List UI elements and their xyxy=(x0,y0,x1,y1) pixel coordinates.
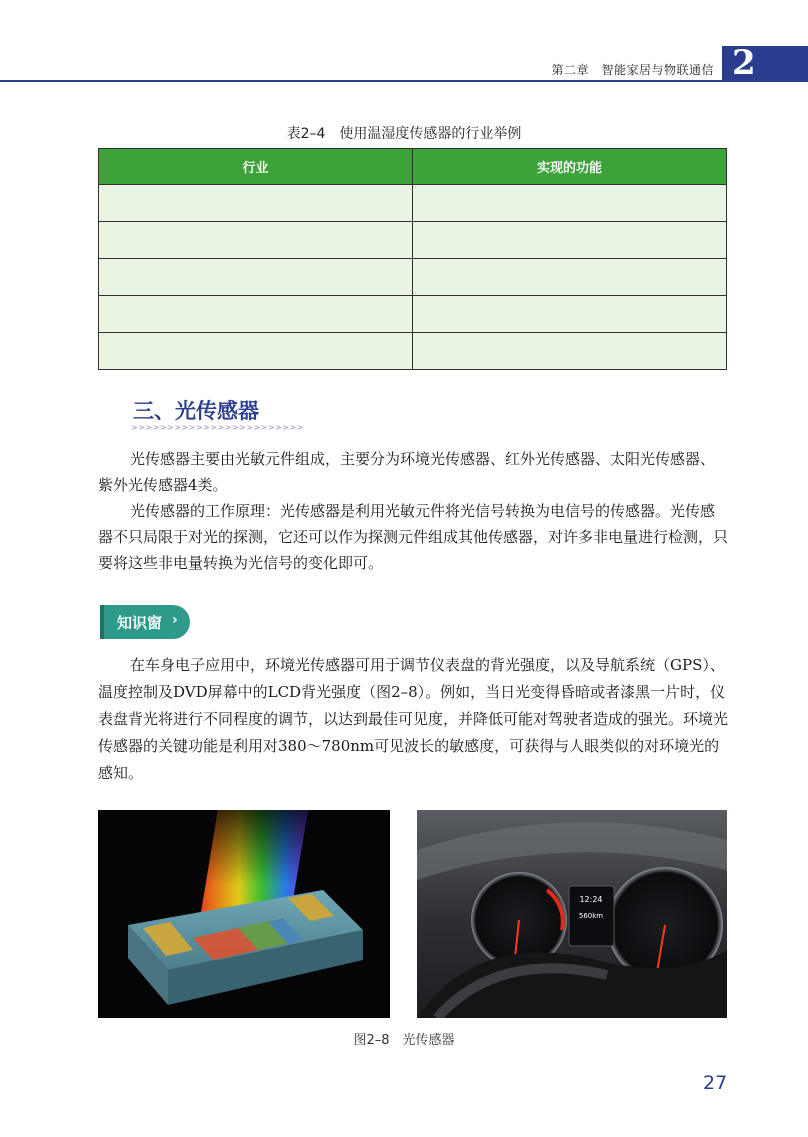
dashboard-distance: 560km xyxy=(578,912,604,920)
car-dashboard-image xyxy=(417,810,727,1018)
table-row xyxy=(99,259,727,296)
table-row xyxy=(99,222,727,259)
table-caption: 表2–4 使用温湿度传感器的行业举例 xyxy=(286,126,522,142)
section-divider-arrows: >>>>>>>>>>>>>>>>>>>>>>>> xyxy=(131,423,304,432)
table-header-industry: 行业 xyxy=(99,149,413,185)
table-header-function: 实现的功能 xyxy=(413,149,727,185)
knowledge-badge-bar xyxy=(100,605,104,639)
dashboard-illustration xyxy=(417,810,727,1018)
knowledge-label: 知识窗 xyxy=(117,614,163,632)
header-rule xyxy=(0,80,722,82)
table-cell xyxy=(413,185,727,222)
chapter-badge xyxy=(722,43,808,83)
table-cell xyxy=(99,296,413,333)
light-sensor-chip-image xyxy=(98,810,390,1018)
page-header xyxy=(0,0,808,82)
knowledge-text: 在车身电子应用中，环境光传感器可用于调节仪表盘的背光强度，以及导航系统（GPS）、温度控制及DVD屏幕中的LCD背光强度（图2–8）。例如，当日光变得昏暗或者漆黑一片时，仪表盘背光将进行不同程度的调节，以达到最佳可见度，并降低可能对驾驶者造成的强光。环境光传感器的关键功能是利用对380～780nm可见波长的敏感度，可获得与人眼类似的对环境光的感知。 xyxy=(98,656,729,782)
table-cell xyxy=(413,259,727,296)
table-cell xyxy=(99,222,413,259)
section-title: 三、光传感器 xyxy=(133,399,259,423)
table-cell xyxy=(99,259,413,296)
light-sensor-illustration xyxy=(98,810,390,1018)
figure-caption: 图2–8 光传感器 xyxy=(353,1033,455,1048)
chevron-right-icon: › xyxy=(172,612,178,628)
table-cell xyxy=(413,333,727,370)
paragraph-principle: 光传感器的工作原理：光传感器是利用光敏元件将光信号转换为电信号的传感器。光传感器不只局限于对光的探测，它还可以作为探测元件组成其他传感器，对许多非电量进行检测，只要将这些非电量转换为光信号的变化即可。 xyxy=(98,502,729,572)
chapter-number: 2 xyxy=(732,43,756,83)
industry-table xyxy=(98,148,727,370)
table-cell xyxy=(413,222,727,259)
table-row xyxy=(99,185,727,222)
table-cell xyxy=(99,333,413,370)
table-row xyxy=(99,333,727,370)
dashboard-clock: 12:24 xyxy=(579,895,603,904)
table-cell xyxy=(413,296,727,333)
table-header-row xyxy=(99,149,727,185)
chapter-title: 第二章 智能家居与物联通信 xyxy=(551,63,714,77)
paragraph-intro: 光传感器主要由光敏元件组成，主要分为环境光传感器、红外光传感器、太阳光传感器、紫外光传感器4类。 xyxy=(98,450,716,494)
table-row xyxy=(99,296,727,333)
page-number: 27 xyxy=(703,1072,728,1094)
table-cell xyxy=(99,185,413,222)
